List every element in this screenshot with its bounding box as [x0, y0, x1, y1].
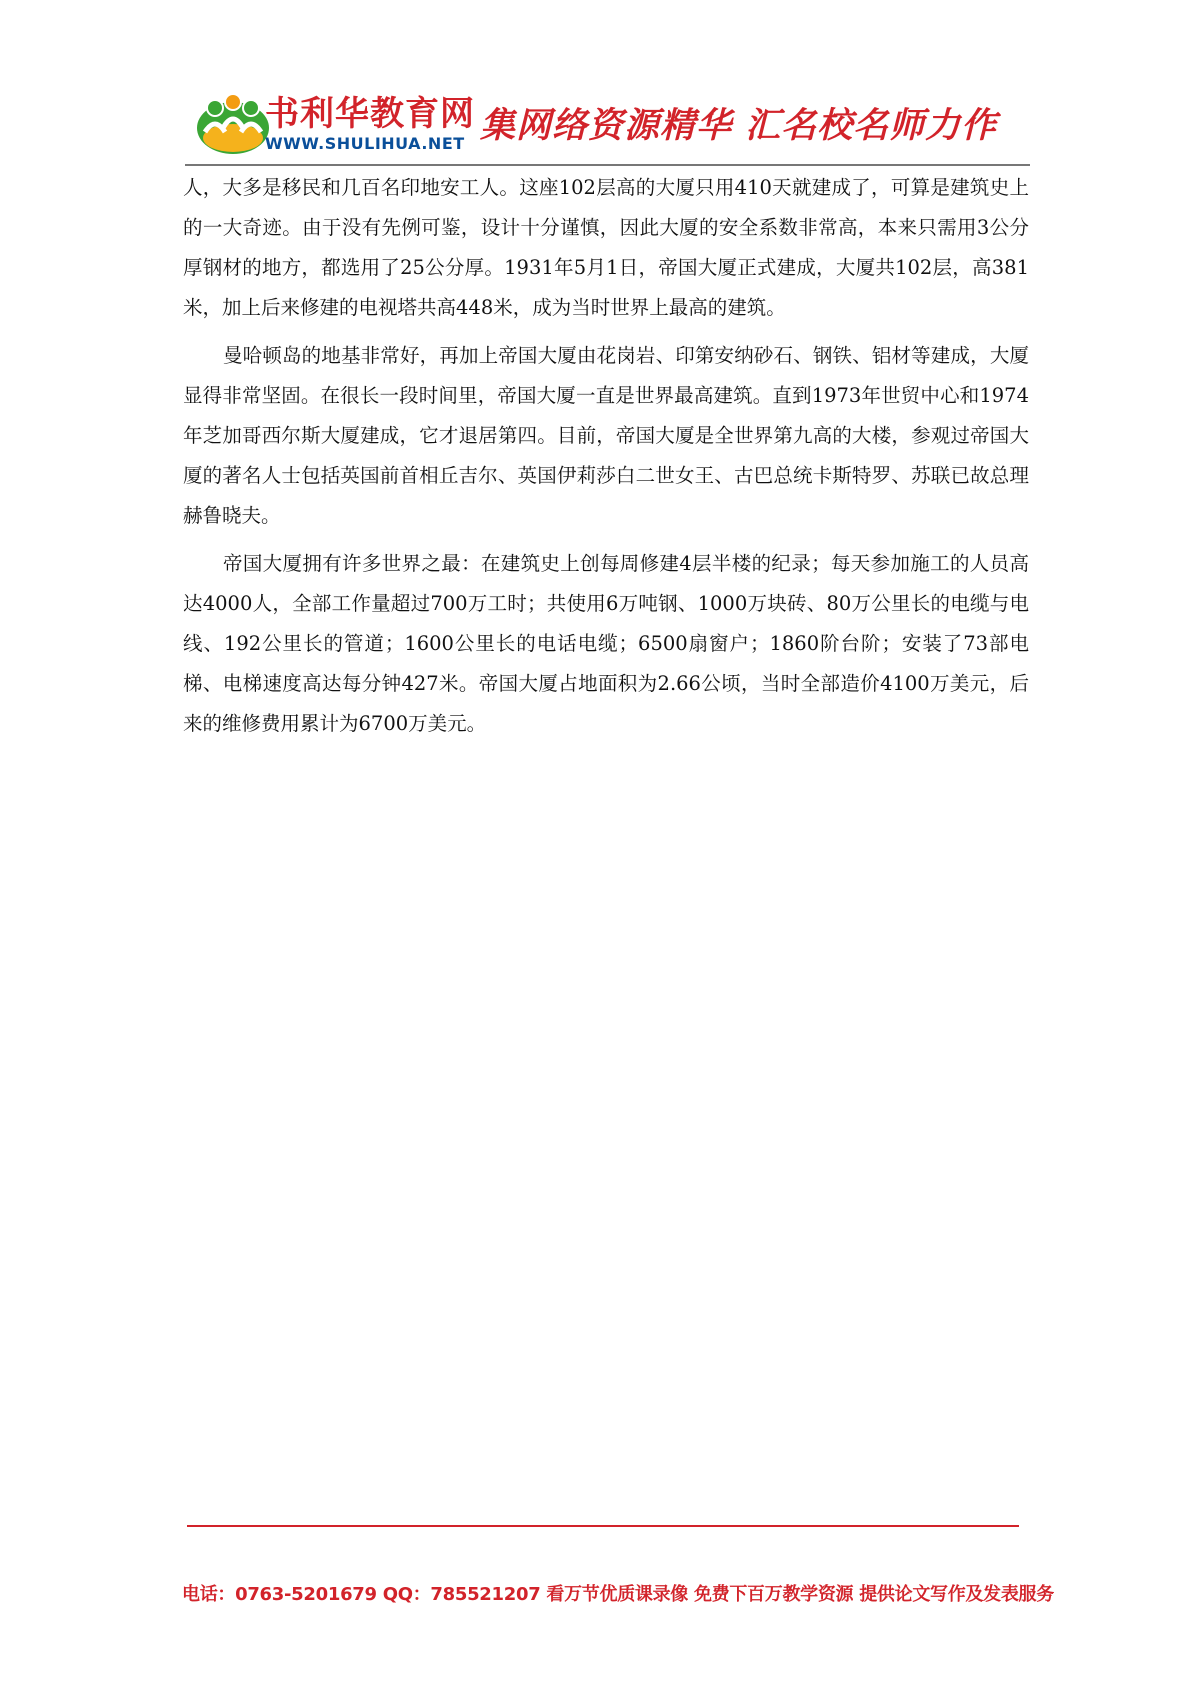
page-header	[185, 86, 1030, 166]
footer-contact: 电话：0763-5201679 QQ：785521207 看万节优质课录像 免费下百万教学资源 提供论文写作及发表服务	[182, 1584, 1054, 1605]
footer-divider	[187, 1525, 1019, 1527]
header-divider	[185, 164, 1030, 166]
site-slogan: 集网络资源精华 汇名校名师力作	[480, 106, 998, 146]
people-globe-logo-icon	[193, 88, 273, 158]
site-name: 书利华教育网	[265, 94, 475, 134]
paragraph-1: 人，大多是移民和几百名印地安工人。这座102层高的大厦只用410天就建成了，可算是建筑史上的一大奇迹。由于没有先例可鉴，设计十分谨慎，因此大厦的安全系数非常高，本来只需用3公分厚钢材的地方，都选用了25公分厚。1931年5月1日，帝国大厦正式建成，大厦共102层，高381米，加上后来修建的电视塔共高448米，成为当时世界上最高的建筑。	[183, 176, 1029, 319]
article-body	[183, 168, 1029, 752]
paragraph-3: 帝国大厦拥有许多世界之最：在建筑史上创每周修建4层半楼的纪录；每天参加施工的人员高达4000人，全部工作量超过700万工时；共使用6万吨钢、1000万块砖、80万公里长的电缆与电线、192公里长的管道；1600公里长的电话电缆；6500扇窗户；1860阶台阶；安装了73部电梯、电梯速度高达每分钟427米。帝国大厦占地面积为2.66公顷，当时全部造价4100万美元，后来的维修费用累计为6700万美元。	[183, 552, 1029, 735]
paragraph-2: 曼哈顿岛的地基非常好，再加上帝国大厦由花岗岩、印第安纳砂石、钢铁、铝材等建成，大厦显得非常坚固。在很长一段时间里，帝国大厦一直是世界最高建筑。直到1973年世贸中心和1974年芝加哥西尔斯大厦建成，它才退居第四。目前，帝国大厦是全世界第九高的大楼，参观过帝国大厦的著名人士包括英国前首相丘吉尔、英国伊莉莎白二世女王、古巴总统卡斯特罗、苏联已故总理赫鲁晓夫。	[183, 344, 1029, 527]
site-url: WWW.SHULIHUA.NET	[265, 134, 465, 153]
